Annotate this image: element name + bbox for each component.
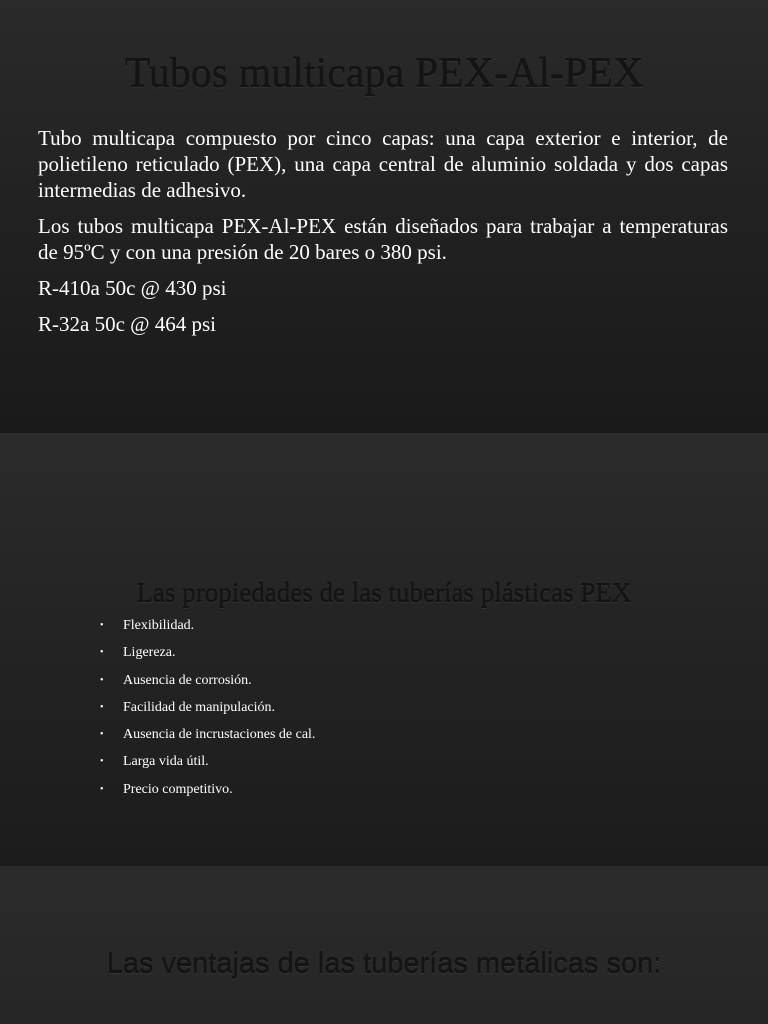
list-item-text: Flexibilidad. <box>123 618 195 633</box>
slide-2 <box>0 433 768 866</box>
paragraph-r410a: R-410a 50c @ 430 psi <box>38 276 227 300</box>
list-item-text: Larga vida útil. <box>123 754 209 770</box>
bullet-icon: • <box>100 701 104 713</box>
bullet-icon: • <box>100 674 104 686</box>
bullet-icon: • <box>100 620 104 631</box>
slide-1-body <box>38 125 728 347</box>
paragraph-temperature: Los tubos multicapa PEX-Al-PEX están diseñados para trabajar a temperaturas de 95ºC y con una presión de 20 bares o 380 psi. <box>38 214 728 264</box>
bullet-icon: • <box>100 729 104 741</box>
bullet-icon: • <box>100 647 104 659</box>
bullet-icon: • <box>100 756 104 768</box>
list-item <box>100 644 315 671</box>
list-item-text: Ausencia de incrustaciones de cal. <box>123 727 316 743</box>
slide-2-title: Las propiedades de las tuberías plásticas PEX <box>136 578 632 608</box>
properties-list <box>100 617 315 808</box>
slide-3-title: Las ventajas de las tuberías metálicas son: <box>106 948 662 980</box>
list-item-text: Ligereza. <box>123 645 176 661</box>
list-item-text: Precio competitivo. <box>123 781 233 797</box>
slide-1 <box>0 0 768 433</box>
list-item <box>100 726 315 753</box>
slide-1-title: Tubos multicapa PEX-Al-PEX <box>124 51 644 97</box>
list-item-text: Ausencia de corrosión. <box>123 672 252 688</box>
list-item <box>100 781 315 808</box>
paragraph-r32a: R-32a 50c @ 464 psi <box>38 312 216 336</box>
slide-3 <box>0 866 768 1024</box>
paragraph-composition: Tubo multicapa compuesto por cinco capas: una capa exterior e interior, de polietileno reticulado (PEX), una capa central de aluminio soldada y dos capas intermedias de adhesivo. <box>38 126 728 202</box>
list-item-text: Facilidad de manipulación. <box>123 699 276 715</box>
list-item <box>100 617 315 644</box>
list-item <box>100 753 315 780</box>
list-item <box>100 699 315 726</box>
bullet-icon: • <box>100 783 104 795</box>
list-item <box>100 672 315 699</box>
